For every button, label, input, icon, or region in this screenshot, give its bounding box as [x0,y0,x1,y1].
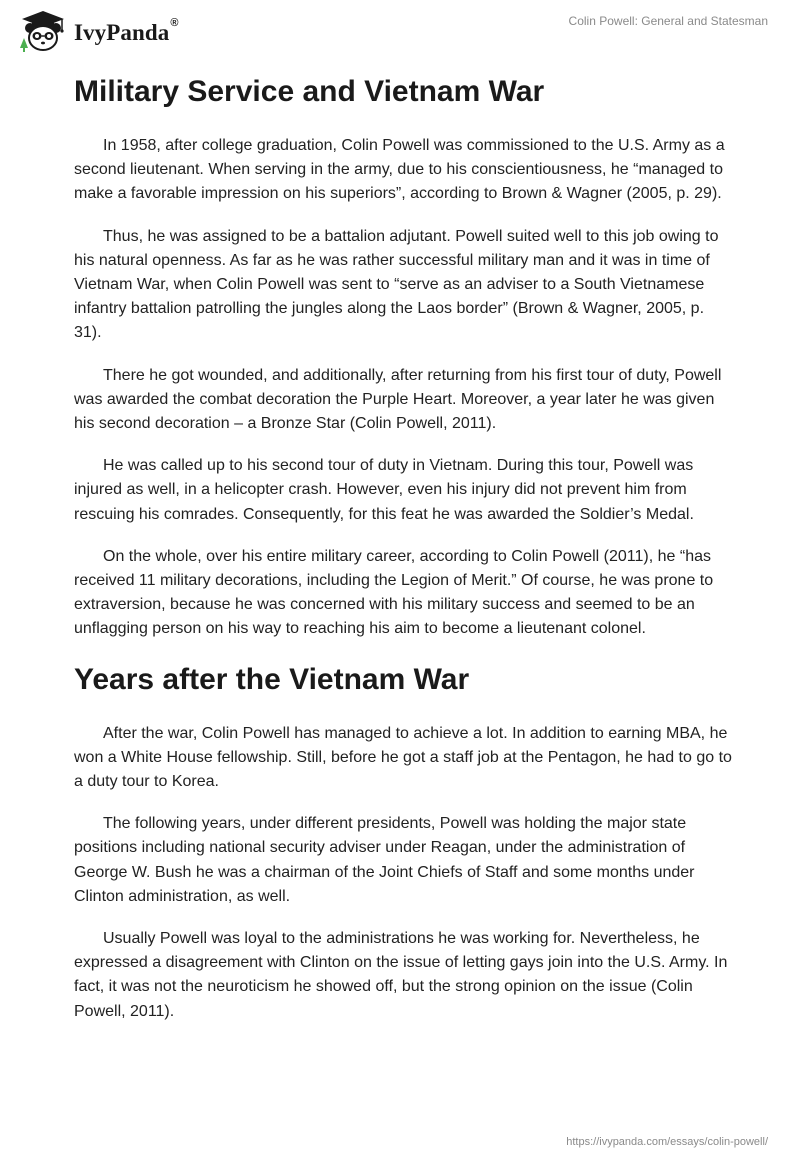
paragraph: Usually Powell was loyal to the administrations he was working for. Nevertheless, he expressed a disagreement with Clinton on the issue of letting gays join into the U.S. Army. In fact, it was not the neuroticism he showed off, but the strong opinion on the issue (Colin Powell, 2011). [74,930,728,1020]
running-title: Colin Powell: General and Statesman [568,14,768,28]
paragraph: The following years, under different presidents, Powell was holding the major state positions including national security adviser under Reagan, under the administration of George W. Bush he was a chairman of the Joint Chiefs of Staff and some months under Clinton administration, as well. [74,815,695,905]
paragraph: After the war, Colin Powell has managed to achieve a lot. In addition to earning MBA, he won a White House fellowship. Still, before he got a staff job at the Pentagon, he had to go to a duty tour to Korea. [74,724,732,791]
page-header [0,0,800,62]
paragraph: On the whole, over his entire military career, according to Colin Powell (2011), he “has received 11 military decorations, including the Legion of Merit.” Of course, he was prone to extraversion, because he was concerned with his military success and seemed to be an unflagging person on his way to reaching his aim to become a lieutenant colonel. [74,547,714,638]
section-heading: Years after the Vietnam War [74,662,470,696]
panda-graduate-icon [14,8,72,54]
paragraph: There he got wounded, and additionally, after returning from his first tour of duty, Powell was awarded the combat decoration the Purple Heart. Moreover, a year later he was given his second decoration – a Bronze Star (Colin Powell, 2011). [74,366,722,433]
paragraph: Thus, he was assigned to be a battalion adjutant. Powell suited well to this job owing to his natural openness. As far as he was rather successful military man and it was in time of Vietnam War, when Colin Powell was sent to “serve as an adviser to a South Vietnamese infantry battalion patrolling the jungles along the Laos border” (Brown & Wagner, 2005, p. 31). [74,227,719,342]
brand-name: IvyPanda® [74,17,179,45]
registered-mark: ® [170,17,179,29]
paragraph: He was called up to his second tour of duty in Vietnam. During this tour, Powell was injured as well, in a helicopter crash. However, even his injury did not prevent him from rescuing his comrades. Consequently, for this feat he was awarded the Soldier’s Medal. [74,457,694,523]
paragraph: In 1958, after college graduation, Colin Powell was commissioned to the U.S. Army as a second lieutenant. When serving in the army, due to his conscientiousness, he “managed to make a favorable impression on his superiors”, according to Brown & Wagner (2005, p. 29). [74,137,725,203]
ivypanda-logo[interactable] [14,8,179,54]
source-url-link[interactable]: https://ivypanda.com/essays/colin-powell/ [566,1136,768,1148]
section-heading: Military Service and Vietnam War [74,75,545,108]
essay-body [74,70,734,1042]
